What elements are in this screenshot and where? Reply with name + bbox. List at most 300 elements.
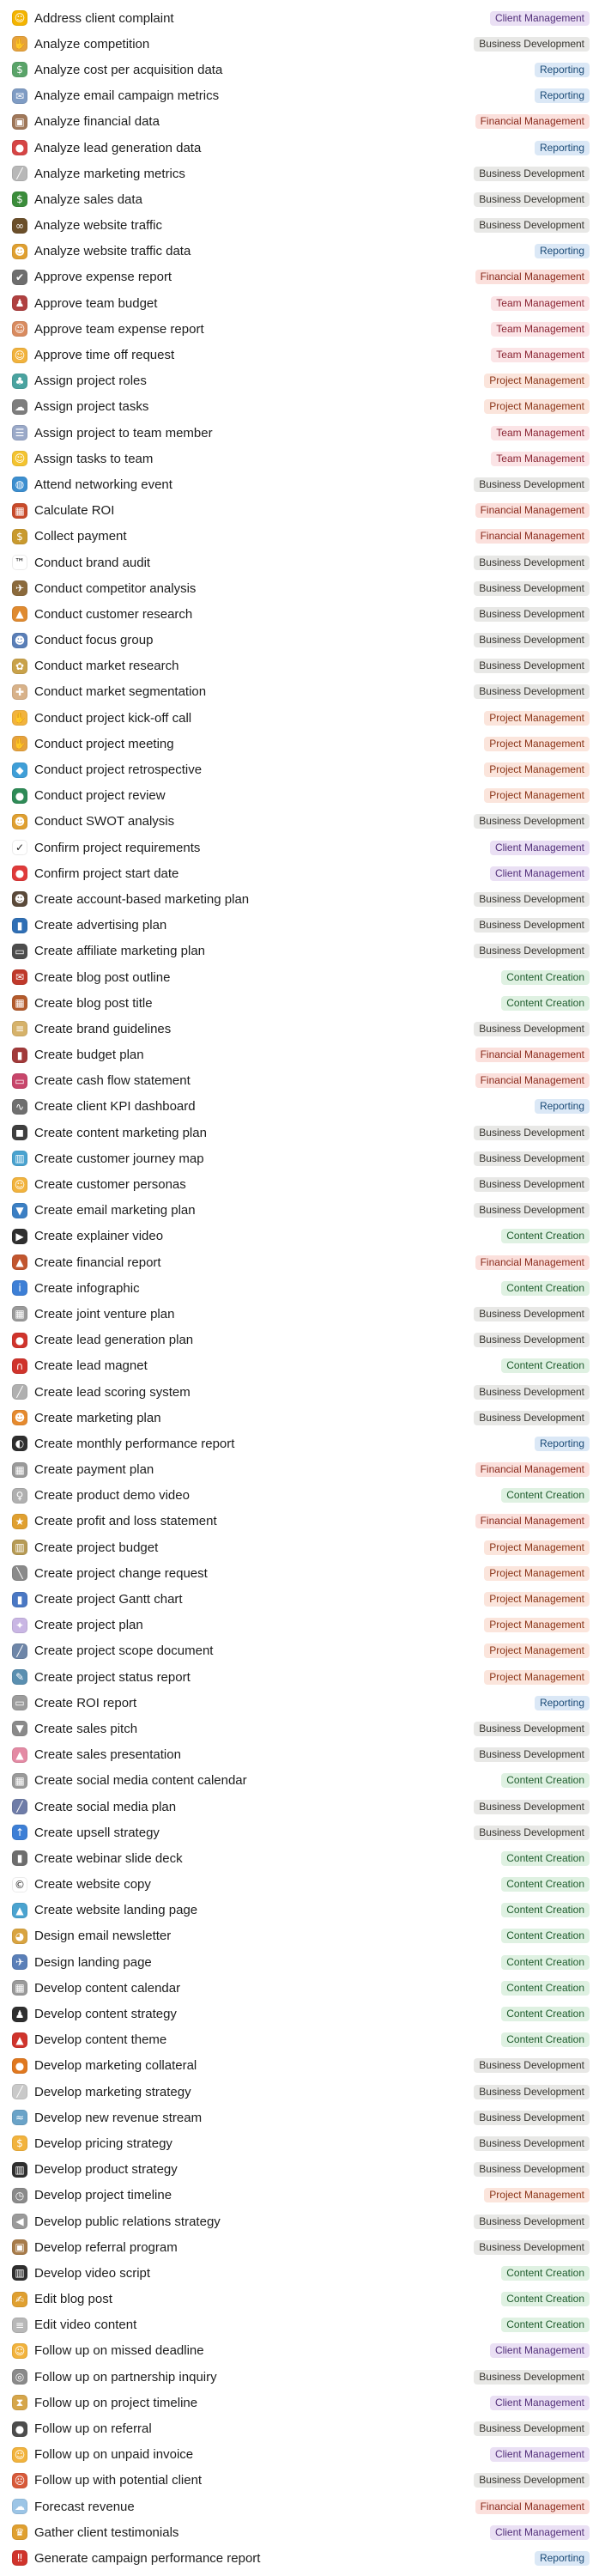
game-controller-icon: ◼ — [12, 1125, 27, 1140]
grimace-icon: ☺ — [12, 2343, 27, 2359]
table-row[interactable] — [0, 1016, 605, 1042]
writing-hand-icon: ✍ — [12, 2292, 27, 2307]
table-row[interactable] — [0, 2105, 605, 2130]
task-name[interactable]: Gather client testimonials — [34, 2524, 179, 2540]
book-icon: ▮ — [12, 918, 27, 933]
task-name[interactable]: Create account-based marketing plan — [34, 891, 250, 907]
palette-icon: ◕ — [12, 1929, 27, 1944]
category-tag: Business Development — [474, 1307, 590, 1321]
category-tag: Reporting — [535, 1099, 590, 1114]
person-icon: ☻ — [12, 244, 27, 259]
category-tag: Reporting — [535, 1437, 590, 1451]
task-name[interactable]: Analyze marketing metrics — [34, 166, 185, 181]
task-name[interactable]: Develop referral program — [34, 2239, 178, 2255]
task-name[interactable]: Create budget plan — [34, 1048, 144, 1063]
table-row[interactable] — [0, 990, 605, 1016]
table-row[interactable] — [0, 161, 605, 186]
ladybug-icon: ● — [12, 1333, 27, 1348]
table-row[interactable] — [0, 1301, 605, 1327]
category-tag: Project Management — [484, 788, 590, 803]
task-name[interactable]: Create sales presentation — [34, 1747, 181, 1763]
task-name[interactable]: Analyze competition — [34, 36, 150, 52]
table-row[interactable] — [0, 1768, 605, 1794]
table-row[interactable] — [0, 186, 605, 212]
task-name[interactable]: Create explainer video — [34, 1229, 164, 1244]
table-row[interactable] — [0, 2079, 605, 2105]
table-row[interactable] — [0, 1923, 605, 1949]
task-name[interactable]: Create project status report — [34, 1669, 191, 1685]
task-name[interactable]: Attend networking event — [34, 477, 172, 492]
table-row[interactable] — [0, 524, 605, 550]
task-name[interactable]: Create cash flow statement — [34, 1073, 191, 1089]
task-name[interactable]: Assign tasks to team — [34, 451, 154, 466]
copyright-icon: © — [12, 1877, 27, 1893]
table-row[interactable] — [0, 2545, 605, 2571]
task-name[interactable]: Create brand guidelines — [34, 1021, 172, 1036]
task-name[interactable]: Create lead scoring system — [34, 1384, 191, 1400]
category-tag: Business Development — [474, 2111, 590, 2125]
category-tag: Business Development — [474, 2162, 590, 2177]
table-row[interactable] — [0, 31, 605, 57]
task-name[interactable]: Develop product strategy — [34, 2162, 178, 2178]
table-row[interactable] — [0, 679, 605, 705]
task-name[interactable]: Create product demo video — [34, 1488, 190, 1504]
table-row[interactable] — [0, 1275, 605, 1301]
table-row[interactable] — [0, 1613, 605, 1638]
ship-icon: ▲ — [12, 1903, 27, 1918]
table-row[interactable] — [0, 1457, 605, 1483]
table-row[interactable] — [0, 2442, 605, 2468]
table-row[interactable] — [0, 290, 605, 316]
table-row[interactable] — [0, 1872, 605, 1898]
task-name[interactable]: Create profit and loss statement — [34, 1514, 217, 1529]
table-row[interactable] — [0, 2312, 605, 2338]
table-row[interactable] — [0, 213, 605, 239]
task-name[interactable]: Create upsell strategy — [34, 1825, 160, 1840]
table-row[interactable] — [0, 2234, 605, 2260]
category-tag: Business Development — [474, 477, 590, 492]
globe-icon: ◍ — [12, 477, 27, 492]
table-row[interactable] — [0, 860, 605, 886]
task-name[interactable]: Follow up on partnership inquiry — [34, 2369, 217, 2385]
table-row[interactable] — [0, 1586, 605, 1612]
calendar-icon: ▦ — [12, 1773, 27, 1789]
task-name[interactable]: Create project Gantt chart — [34, 1592, 183, 1607]
table-row[interactable] — [0, 2157, 605, 2183]
table-row[interactable] — [0, 575, 605, 601]
category-tag: Business Development — [474, 814, 590, 829]
category-tag: Reporting — [535, 244, 590, 258]
table-row[interactable] — [0, 83, 605, 109]
category-tag: Business Development — [474, 659, 590, 673]
task-name[interactable]: Conduct project meeting — [34, 736, 174, 751]
table-row[interactable] — [0, 264, 605, 290]
calendar-icon: ▦ — [12, 1306, 27, 1321]
table-row[interactable] — [0, 2494, 605, 2519]
task-name[interactable]: Analyze website traffic data — [34, 244, 191, 259]
river-icon: ≈ — [12, 2110, 27, 2125]
thermometer-icon: ▮ — [12, 1850, 27, 1866]
table-row[interactable] — [0, 1327, 605, 1353]
category-tag: Content Creation — [501, 1488, 590, 1503]
task-name[interactable]: Create customer journey map — [34, 1151, 204, 1166]
category-tag: Business Development — [474, 918, 590, 933]
task-name[interactable]: Create social media plan — [34, 1799, 177, 1814]
table-row[interactable] — [0, 1845, 605, 1871]
task-name[interactable]: Edit video content — [34, 2318, 137, 2333]
table-row[interactable] — [0, 1975, 605, 2001]
task-name[interactable]: Create infographic — [34, 1280, 140, 1296]
task-name[interactable]: Create client KPI dashboard — [34, 1099, 196, 1115]
trademark-icon: ™ — [12, 555, 27, 570]
category-tag: Business Development — [474, 607, 590, 622]
task-name[interactable]: Create ROI report — [34, 1695, 137, 1710]
box-icon: ▣ — [12, 2239, 27, 2255]
table-row[interactable] — [0, 239, 605, 264]
category-tag: Client Management — [490, 2525, 590, 2540]
table-row[interactable] — [0, 1405, 605, 1431]
task-name[interactable]: Assign project roles — [34, 374, 147, 389]
table-row[interactable] — [0, 1509, 605, 1534]
table-row[interactable] — [0, 1664, 605, 1690]
task-name[interactable]: Conduct market segmentation — [34, 684, 207, 700]
task-name[interactable]: Approve team expense report — [34, 321, 204, 337]
category-tag: Team Management — [491, 452, 590, 466]
category-tag: Business Development — [474, 892, 590, 907]
category-tag: Business Development — [474, 2370, 590, 2385]
table-row[interactable] — [0, 2001, 605, 2026]
category-tag: Project Management — [484, 1670, 590, 1685]
category-tag: Team Management — [491, 322, 590, 337]
task-name[interactable]: Follow up on missed deadline — [34, 2343, 204, 2359]
task-name[interactable]: Develop public relations strategy — [34, 2214, 221, 2229]
table-row[interactable] — [0, 1120, 605, 1145]
task-name[interactable]: Approve team budget — [34, 295, 158, 311]
category-tag: Financial Management — [475, 1255, 590, 1270]
table-row[interactable] — [0, 1949, 605, 1975]
task-name[interactable]: Address client complaint — [34, 10, 174, 26]
task-name[interactable]: Follow up on unpaid invoice — [34, 2447, 194, 2463]
category-tag: Business Development — [474, 2085, 590, 2099]
table-row[interactable] — [0, 1042, 605, 1068]
category-tag: Financial Management — [475, 270, 590, 284]
table-row[interactable] — [0, 939, 605, 964]
task-name[interactable]: Analyze website traffic — [34, 218, 162, 234]
table-row[interactable] — [0, 1094, 605, 1120]
table-row[interactable] — [0, 446, 605, 471]
bento-icon: ▦ — [12, 995, 27, 1011]
task-name[interactable]: Create lead generation plan — [34, 1333, 194, 1348]
info-icon: i — [12, 1280, 27, 1296]
table-row[interactable] — [0, 1638, 605, 1664]
task-name[interactable]: Create customer personas — [34, 1177, 186, 1193]
task-name[interactable]: Forecast revenue — [34, 2499, 135, 2514]
category-tag: Team Management — [491, 296, 590, 311]
task-name[interactable]: Conduct project review — [34, 788, 166, 804]
cake-icon: ▲ — [12, 1747, 27, 1763]
money-wings-icon: $ — [12, 62, 27, 77]
calendar-icon: ▦ — [12, 1462, 27, 1478]
task-name[interactable]: Develop video script — [34, 2265, 151, 2281]
table-row[interactable] — [0, 2053, 605, 2079]
table-row[interactable] — [0, 2415, 605, 2441]
pumpkin-icon: ● — [12, 2058, 27, 2074]
category-tag: Project Management — [484, 711, 590, 726]
woman-icon: ☺ — [12, 321, 27, 337]
table-row[interactable] — [0, 135, 605, 161]
angry-icon: ☹ — [12, 2473, 27, 2488]
table-row[interactable] — [0, 2364, 605, 2390]
check-mark-icon: ✓ — [12, 840, 27, 855]
task-name[interactable]: Develop content theme — [34, 2032, 167, 2048]
table-row[interactable] — [0, 1560, 605, 1586]
table-row[interactable] — [0, 2519, 605, 2545]
ruler-icon: ╱ — [12, 166, 27, 181]
up-icon: ↑ — [12, 1825, 27, 1840]
monitor-icon: ▭ — [12, 944, 27, 959]
task-name[interactable]: Create advertising plan — [34, 918, 167, 933]
task-name[interactable]: Edit blog post — [34, 2292, 112, 2307]
task-name[interactable]: Develop project timeline — [34, 2188, 172, 2203]
table-row[interactable] — [0, 420, 605, 446]
task-name[interactable]: Create website landing page — [34, 1903, 198, 1918]
task-name[interactable]: Conduct project retrospective — [34, 762, 203, 778]
ledger-icon: ▮ — [12, 1048, 27, 1063]
category-tag: Project Management — [484, 1618, 590, 1632]
task-name[interactable]: Analyze financial data — [34, 114, 160, 130]
category-tag: Business Development — [474, 1151, 590, 1166]
category-tag: Content Creation — [501, 1955, 590, 1970]
category-tag: Project Management — [484, 374, 590, 388]
task-name[interactable]: Create project plan — [34, 1618, 143, 1633]
category-tag: Client Management — [490, 866, 590, 881]
table-row[interactable] — [0, 964, 605, 990]
table-row[interactable] — [0, 653, 605, 679]
table-row[interactable] — [0, 342, 605, 368]
task-name[interactable]: Calculate ROI — [34, 503, 115, 519]
task-name[interactable]: Create content marketing plan — [34, 1125, 207, 1140]
category-tag: Business Development — [474, 2240, 590, 2255]
category-tag: Project Management — [484, 1592, 590, 1607]
category-tag: Business Development — [474, 1747, 590, 1762]
table-row[interactable] — [0, 886, 605, 912]
table-row[interactable] — [0, 1716, 605, 1741]
table-row[interactable] — [0, 1431, 605, 1456]
shoes-icon: ♣ — [12, 374, 27, 389]
task-name[interactable]: Create website copy — [34, 1877, 151, 1893]
category-tag: Business Development — [474, 37, 590, 52]
category-tag: Business Development — [474, 1411, 590, 1425]
category-tag: Business Development — [474, 1385, 590, 1400]
task-name[interactable]: Create project budget — [34, 1540, 159, 1555]
table-row[interactable] — [0, 2027, 605, 2053]
table-row[interactable] — [0, 783, 605, 809]
table-row[interactable] — [0, 2468, 605, 2494]
category-tag: Client Management — [490, 2447, 590, 2462]
table-row[interactable] — [0, 471, 605, 497]
task-name[interactable]: Create project change request — [34, 1565, 208, 1581]
table-row[interactable] — [0, 1068, 605, 1094]
task-name[interactable]: Create lead magnet — [34, 1358, 148, 1374]
task-name[interactable]: Analyze email campaign metrics — [34, 88, 220, 104]
table-row[interactable] — [0, 1898, 605, 1923]
handshake-icon: ✋ — [13, 738, 27, 750]
table-row[interactable] — [0, 1249, 605, 1275]
category-tag: Business Development — [474, 944, 590, 958]
table-row[interactable] — [0, 1145, 605, 1171]
category-tag: Reporting — [535, 63, 590, 77]
pin-icon: ♀ — [12, 1488, 27, 1504]
category-tag: Business Development — [474, 684, 590, 699]
table-row[interactable] — [0, 1379, 605, 1405]
category-tag: Financial Management — [475, 503, 590, 518]
task-name[interactable]: Follow up on project timeline — [34, 2395, 198, 2410]
table-row[interactable] — [0, 550, 605, 575]
task-name[interactable]: Analyze sales data — [34, 191, 142, 207]
task-name[interactable]: Conduct customer research — [34, 606, 193, 622]
category-tag: Reporting — [535, 88, 590, 103]
category-tag: Content Creation — [501, 1903, 590, 1917]
task-name[interactable]: Confirm project start date — [34, 866, 179, 881]
task-name[interactable]: Follow up on referral — [34, 2421, 152, 2437]
task-name[interactable]: Create webinar slide deck — [34, 1850, 183, 1866]
table-row[interactable] — [0, 1353, 605, 1379]
table-row[interactable] — [0, 2338, 605, 2364]
task-name[interactable]: Create blog post outline — [34, 969, 171, 985]
clapper-icon: ▥ — [12, 2265, 27, 2281]
table-row[interactable] — [0, 628, 605, 653]
task-name[interactable]: Develop marketing strategy — [34, 2084, 191, 2099]
table-row[interactable] — [0, 1820, 605, 1845]
task-name[interactable]: Create email marketing plan — [34, 1203, 196, 1218]
task-name[interactable]: Develop pricing strategy — [34, 2136, 172, 2151]
task-name[interactable]: Create project scope document — [34, 1643, 214, 1659]
grinning-icon: ☺ — [12, 451, 27, 466]
table-row[interactable] — [0, 1198, 605, 1224]
table-row[interactable] — [0, 705, 605, 731]
trophy-icon: ♛ — [12, 2524, 27, 2540]
task-name[interactable]: Develop content strategy — [34, 2007, 177, 2022]
task-name[interactable]: Approve time off request — [34, 348, 175, 363]
table-row[interactable] — [0, 2183, 605, 2208]
category-tag: Content Creation — [501, 1229, 590, 1243]
task-name[interactable]: Conduct SWOT analysis — [34, 814, 175, 829]
task-name[interactable]: Approve expense report — [34, 270, 172, 285]
task-name[interactable]: Conduct brand audit — [34, 555, 151, 570]
category-tag: Content Creation — [501, 1281, 590, 1296]
task-name[interactable]: Generate campaign performance report — [34, 2550, 261, 2566]
task-name[interactable]: Conduct competitor analysis — [34, 580, 197, 596]
sparkle-icon: ✦ — [12, 1618, 27, 1633]
table-row[interactable] — [0, 2390, 605, 2415]
megaphone-icon: ◀ — [12, 2214, 27, 2229]
category-tag: Content Creation — [501, 1851, 590, 1866]
bomb-icon: ● — [12, 140, 27, 155]
table-row[interactable] — [0, 498, 605, 524]
category-tag: Team Management — [491, 348, 590, 362]
smiling-cat-icon: ☺ — [12, 348, 27, 363]
microscope-icon: ✎ — [12, 1669, 27, 1685]
task-name[interactable]: Assign project tasks — [34, 399, 149, 415]
table-row[interactable] — [0, 1483, 605, 1509]
task-name[interactable]: Create monthly performance report — [34, 1436, 235, 1451]
syringe-icon: ╱ — [12, 2084, 27, 2099]
table-row[interactable] — [0, 731, 605, 756]
table-row[interactable] — [0, 368, 605, 394]
table-row[interactable] — [0, 835, 605, 860]
table-row[interactable] — [0, 1742, 605, 1768]
category-tag: Financial Management — [475, 114, 590, 129]
task-name[interactable]: Collect payment — [34, 529, 127, 544]
table-row[interactable] — [0, 1690, 605, 1716]
task-name[interactable]: Design landing page — [34, 1954, 152, 1970]
category-tag: Financial Management — [475, 529, 590, 544]
category-tag: Client Management — [490, 11, 590, 26]
moon-icon: ◐ — [12, 1436, 27, 1451]
category-tag: Business Development — [474, 2136, 590, 2151]
table-row[interactable] — [0, 1224, 605, 1249]
table-row[interactable] — [0, 394, 605, 420]
judge-icon: ♟ — [12, 295, 27, 311]
task-name[interactable]: Create affiliate marketing plan — [34, 944, 205, 959]
task-name[interactable]: Conduct focus group — [34, 633, 154, 648]
table-row[interactable] — [0, 809, 605, 835]
green-circle-icon: ● — [12, 788, 27, 804]
task-name[interactable]: Analyze lead generation data — [34, 140, 202, 155]
table-row[interactable] — [0, 2287, 605, 2312]
table-row[interactable] — [0, 316, 605, 342]
compass-icon: ◎ — [12, 2369, 27, 2385]
table-row[interactable] — [0, 2130, 605, 2156]
email-icon: ✉ — [12, 88, 27, 104]
category-tag: Business Development — [474, 192, 590, 207]
check-box-icon: ✔ — [12, 270, 27, 285]
table-row[interactable] — [0, 1534, 605, 1560]
category-tag: Business Development — [474, 218, 590, 233]
task-name[interactable]: Design email newsletter — [34, 1929, 172, 1944]
task-name[interactable]: Analyze cost per acquisition data — [34, 62, 223, 77]
table-row[interactable] — [0, 109, 605, 135]
task-name[interactable]: Confirm project requirements — [34, 840, 201, 855]
task-name[interactable]: Create payment plan — [34, 1462, 154, 1478]
task-name[interactable]: Create blog post title — [34, 995, 153, 1011]
task-name[interactable]: Develop new revenue stream — [34, 2110, 203, 2125]
table-row[interactable] — [0, 756, 605, 782]
task-name[interactable]: Follow up with potential client — [34, 2473, 203, 2488]
task-name[interactable]: Create joint venture plan — [34, 1306, 175, 1321]
task-name[interactable]: Create social media content calendar — [34, 1773, 247, 1789]
task-name[interactable]: Develop content calendar — [34, 1980, 181, 1996]
table-row[interactable] — [0, 1171, 605, 1197]
table-row[interactable] — [0, 2260, 605, 2286]
task-name[interactable]: Create financial report — [34, 1255, 161, 1270]
table-row[interactable] — [0, 57, 605, 82]
task-name[interactable]: Create marketing plan — [34, 1410, 161, 1425]
category-tag: Team Management — [491, 426, 590, 440]
task-name[interactable]: Conduct project kick-off call — [34, 710, 192, 726]
table-row[interactable] — [0, 1794, 605, 1820]
task-name[interactable]: Develop marketing collateral — [34, 2058, 197, 2074]
task-name[interactable]: Assign project to team member — [34, 425, 213, 440]
category-tag: Project Management — [484, 1566, 590, 1581]
category-tag: Project Management — [484, 737, 590, 751]
table-row[interactable] — [0, 5, 605, 31]
task-name[interactable]: Conduct market research — [34, 659, 179, 674]
table-row[interactable] — [0, 601, 605, 627]
table-row[interactable] — [0, 913, 605, 939]
table-row[interactable] — [0, 2208, 605, 2234]
task-name[interactable]: Create sales pitch — [34, 1721, 138, 1736]
